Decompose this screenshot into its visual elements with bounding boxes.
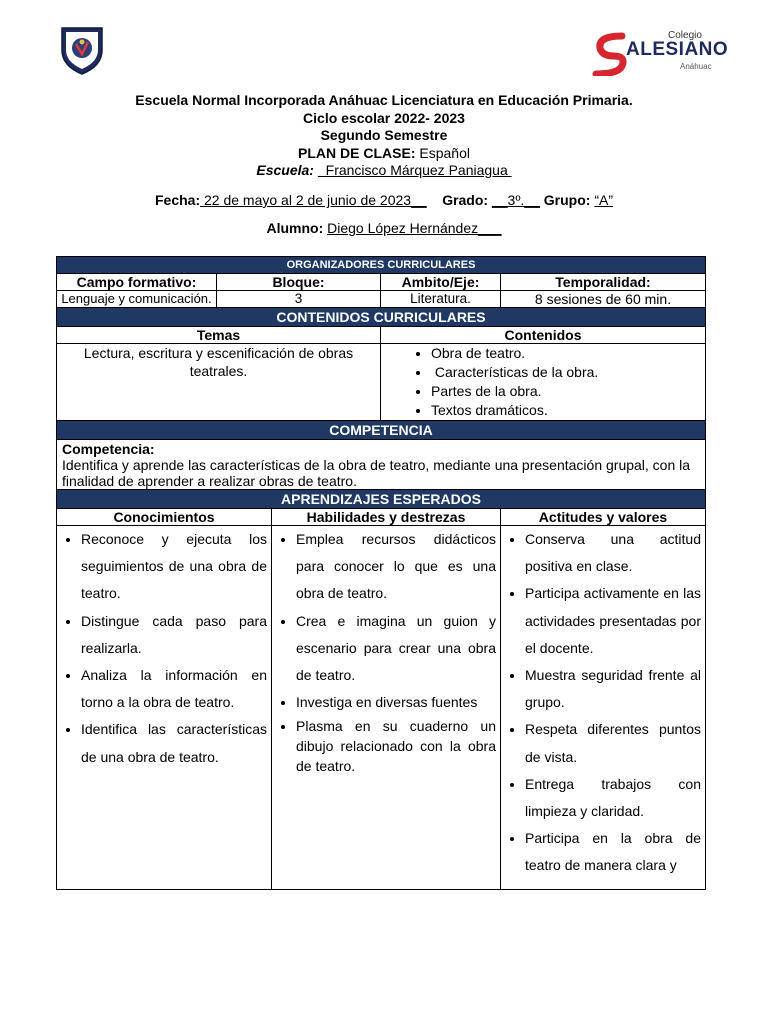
fecha-label: Fecha:: [154, 192, 201, 208]
actitud-item: • Participa en la obra de teatro de manera clara y: [525, 825, 701, 879]
temporalidad-header: Temporalidad:: [501, 274, 706, 291]
grupo-label: Grupo:: [543, 192, 591, 208]
plan-label: PLAN DE CLASE:: [298, 144, 416, 161]
institution-name: Escuela Normal Incorporada Anáhuac Licenciatura en Educación Primaria.: [135, 92, 633, 108]
escuela-value: Francisco Márquez Paniagua: [317, 162, 512, 178]
conocimiento-item: • Distingue cada paso para realizarla.: [81, 608, 267, 662]
habilidad-item: • Plasma en su cuaderno un dibujo relacionado con la obra de teatro.: [296, 716, 496, 776]
escuela-label: Escuela:: [256, 162, 314, 178]
habilidades-header: Habilidades y destrezas: [272, 509, 501, 526]
contenido-item: • Textos dramáticos.: [431, 401, 701, 420]
aprendizajes-band: APRENDIZAJES ESPERADOS: [57, 490, 706, 509]
lesson-plan-table: [56, 256, 706, 890]
logo-colegio-text: Colegio: [668, 30, 702, 41]
conocimientos-cell: [57, 526, 272, 890]
contenidos-header: Contenidos: [381, 327, 706, 344]
contenido-item: • Obra de teatro.: [431, 344, 701, 363]
campo-formativo-value: Lenguaje y comunicación.: [57, 291, 217, 308]
conocimiento-item: • Reconoce y ejecuta los seguimientos de una obra de teatro.: [81, 526, 267, 608]
actitud-item: • Respeta diferentes puntos de vista.: [525, 716, 701, 770]
habilidad-item: • Investiga en diversas fuentes: [296, 689, 496, 716]
conocimiento-item: • Identifica las características de una obra de teatro.: [81, 716, 267, 770]
contenido-item: • Partes de la obra.: [431, 382, 701, 401]
plan-value: Español: [419, 144, 470, 161]
ambito-header: Ambito/Eje:: [381, 274, 501, 291]
plan-line: [0, 145, 768, 163]
competencia-label: Competencia:: [62, 441, 155, 457]
actitudes-header: Actitudes y valores: [501, 509, 706, 526]
actitudes-cell: [501, 526, 706, 890]
contenidos-list-cell: [381, 344, 706, 421]
actitud-item: • Entrega trabajos con limpieza y claridad.: [525, 771, 701, 825]
organizadores-band: ORGANIZADORES CURRICULARES: [57, 257, 706, 274]
habilidad-item: • Crea e imagina un guion y escenario para crear una obra de teatro.: [296, 608, 496, 690]
bloque-header: Bloque:: [217, 274, 381, 291]
alumno-line: [0, 220, 768, 236]
grado-label: Grado:: [442, 192, 489, 208]
school-year: Ciclo escolar 2022- 2023: [303, 109, 465, 126]
habilidad-item: • Emplea recursos didácticos para conocer lo que es una obra de teatro.: [296, 526, 496, 608]
grupo-value: “A”: [594, 192, 614, 208]
fecha-line: [0, 192, 768, 208]
salesiano-logo: [592, 30, 732, 78]
logo-anahuac-text: Anáhuac: [680, 62, 712, 71]
escuela-line: [0, 162, 768, 180]
document-header: [0, 92, 768, 180]
competencia-text: Identifica y aprende las características de la obra de teatro, mediante una presentación grupal, con la finalidad de aprender a realizar obras de teatro.: [62, 457, 691, 489]
contenidos-band: CONTENIDOS CURRICULARES: [57, 308, 706, 327]
habilidades-cell: [272, 526, 501, 890]
actitud-item: • Participa activamente en las actividades presentadas por el docente.: [525, 580, 701, 662]
actitud-item: • Muestra seguridad frente al grupo.: [525, 662, 701, 716]
semester: Segundo Semestre: [320, 127, 448, 143]
temas-value: Lectura, escritura y escenificación de obras teatrales.: [57, 344, 381, 421]
alumno-label: Alumno:: [266, 220, 324, 236]
grado-value: __3º.__: [491, 192, 540, 208]
logo-salesiano-text: ALESIANO: [626, 39, 729, 60]
alumno-value: Diego López Hernández___: [327, 220, 502, 236]
campo-formativo-header: Campo formativo:: [57, 274, 217, 291]
school-shield-logo: [56, 24, 108, 76]
ambito-value: Literatura.: [381, 291, 501, 308]
bloque-value: 3: [217, 291, 381, 308]
conocimiento-item: • Analiza la información en torno a la obra de teatro.: [81, 662, 267, 716]
competencia-band: COMPETENCIA: [57, 421, 706, 440]
actitud-item: • Conserva una actitud positiva en clase.: [525, 526, 701, 580]
competencia-cell: [57, 440, 706, 490]
temporalidad-value: 8 sesiones de 60 min.: [501, 291, 706, 308]
temas-header: Temas: [57, 327, 381, 344]
conocimientos-header: Conocimientos: [57, 509, 272, 526]
fecha-value: 22 de mayo al 2 de junio de 2023__: [200, 192, 427, 208]
contenido-item: • Características de la obra.: [431, 363, 701, 382]
